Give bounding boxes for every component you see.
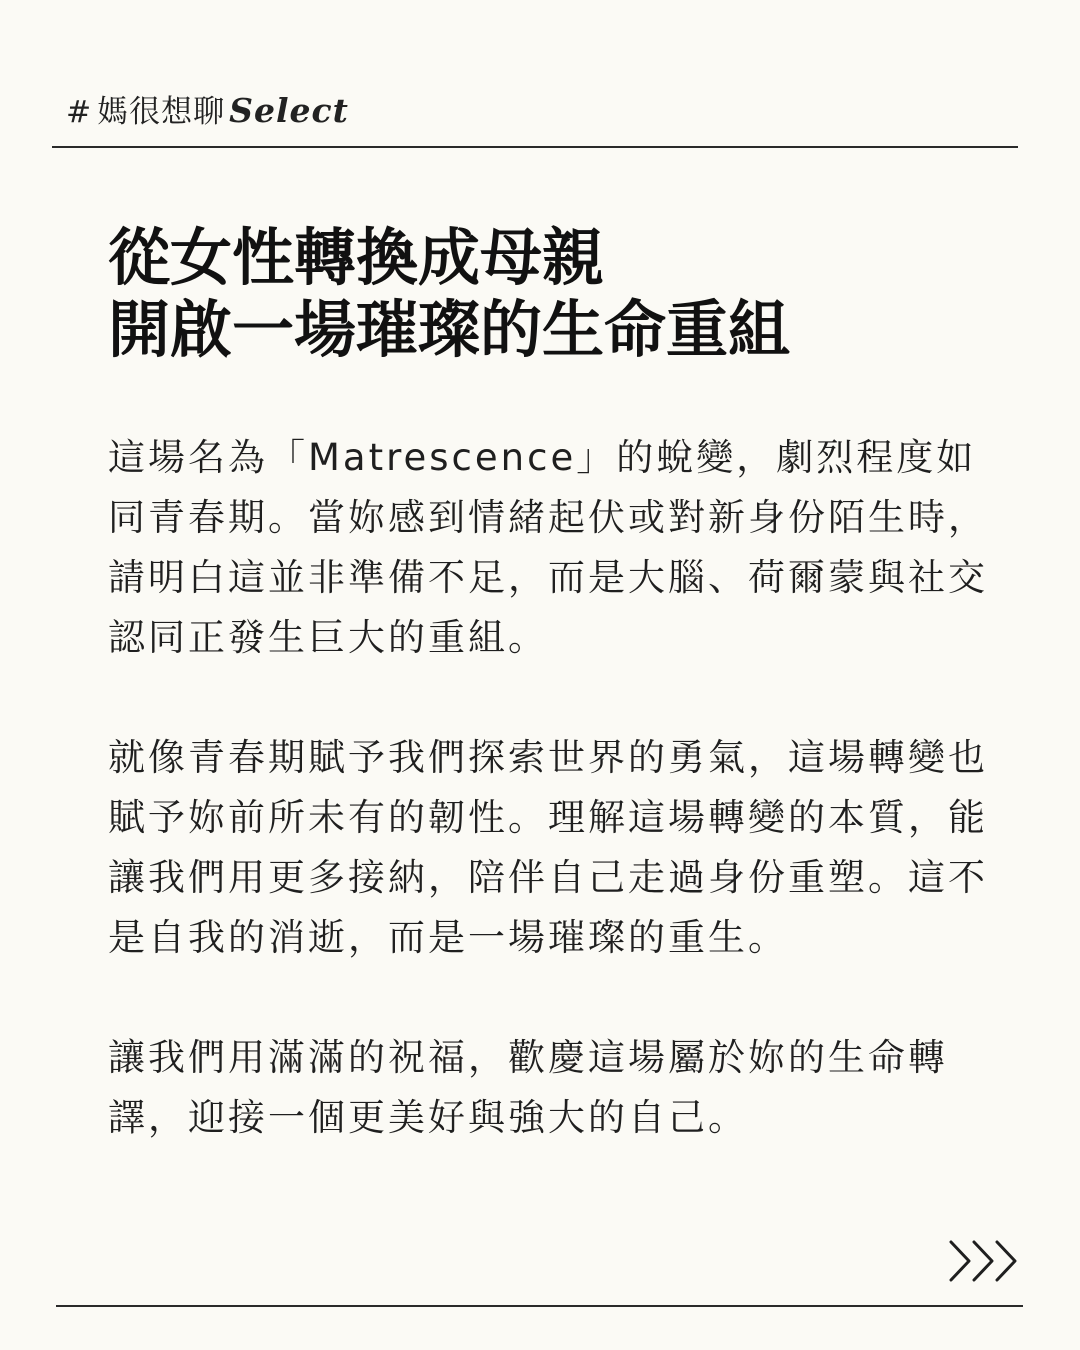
paragraph-2: 就像青春期賦予我們探索世界的勇氣，這場轉變也賦予妳前所未有的韌性。理解這場轉變的本質，能讓我們用更多接納，陪伴自己走過身份重塑。這不是自我的消逝，而是一場璀璨的重生。 bbox=[108, 736, 988, 959]
title-line-2: 開啟一場璀璨的生命重組 bbox=[108, 293, 791, 366]
bottom-divider bbox=[56, 1305, 1023, 1307]
article-body bbox=[108, 428, 988, 1148]
title-line-1: 從女性轉換成母親 bbox=[108, 221, 605, 294]
brand-name: 媽很想聊 bbox=[97, 94, 226, 130]
top-divider bbox=[52, 146, 1018, 148]
brand-select-label: Select bbox=[229, 91, 349, 130]
paragraph-1: 這場名為「Matrescence」的蛻變，劇烈程度如同青春期。當妳感到情緒起伏或對新身份陌生時，請明白這並非準備不足，而是大腦、荷爾蒙與社交認同正發生巨大的重組。 bbox=[108, 436, 988, 659]
page-title bbox=[108, 222, 1008, 366]
paragraph-3: 讓我們用滿滿的祝福，歡慶這場屬於妳的生命轉譯，迎接一個更美好與強大的自己。 bbox=[108, 1036, 948, 1139]
hash-mark: # bbox=[66, 95, 92, 130]
triple-chevron-right-icon[interactable] bbox=[946, 1238, 1020, 1284]
brand-header bbox=[66, 86, 349, 134]
